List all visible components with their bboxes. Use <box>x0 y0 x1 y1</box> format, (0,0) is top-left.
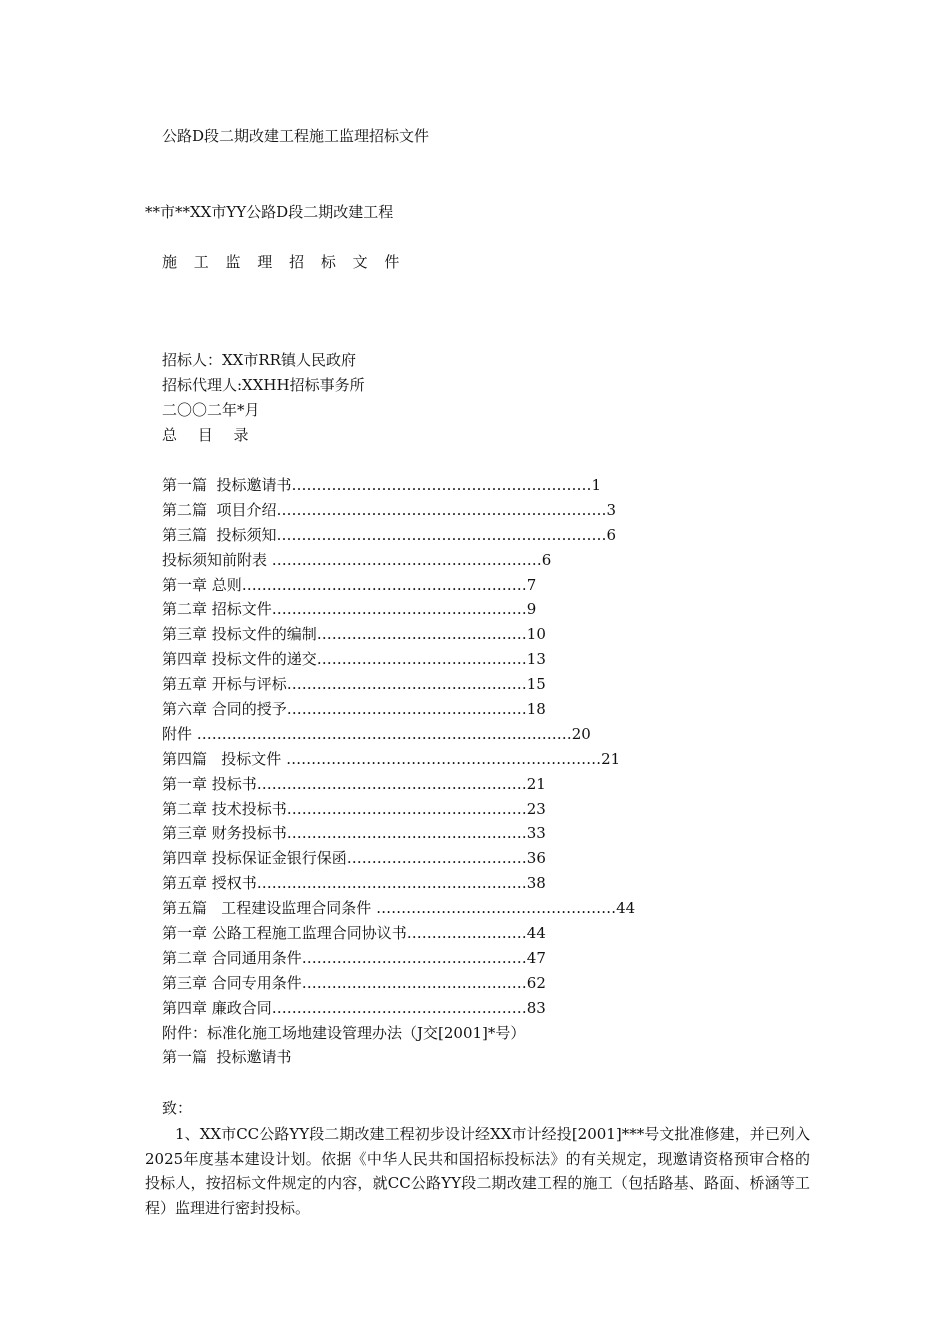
toc-entry: 第一篇 投标邀请书……………………………………………………1 <box>162 476 602 494</box>
toc-entry: 第二章 招标文件……………………………………………9 <box>162 600 537 619</box>
toc-entry: 第五章 授权书………………………………………………38 <box>162 874 546 893</box>
toc-entry: 第一章 总则…………………………………………………7 <box>162 575 537 594</box>
toc-entry: 附件 …………………………………………………………………20 <box>162 724 591 743</box>
toc-entry: 第二篇 项目介绍…………………………………………………………3 <box>162 500 617 519</box>
section-heading: 第一篇 投标邀请书 <box>162 1048 292 1067</box>
date-line: 二〇〇二年*月 <box>162 401 260 419</box>
toc-entry: 第三章 投标文件的编制……………………………………10 <box>162 625 546 644</box>
toc-entry: 第四章 投标保证金银行保函………………………………36 <box>162 849 546 868</box>
letter-paragraph: 1、XX市CC公路YY段二期改建工程初步设计经XX市计经投[2001]***号文批准修建，并已列入2025年度基本建设计划。依据《中华人民共和国招标投标法》的有关规定，现邀请资格预审合格的投标人，按招标文件规定的内容，就CC公路YY段二期改建工程的施工（包括路基、路面、桥涵等工程）监理进行密封投标。 <box>145 1125 810 1217</box>
document-subtitle: 施 工 监 理 招 标 文 件 <box>162 253 406 271</box>
toc-entry: 第六章 合同的授予…………………………………………18 <box>162 700 546 719</box>
toc-entry: 第三篇 投标须知…………………………………………………………6 <box>162 525 617 544</box>
toc-entry: 第五章 开标与评标…………………………………………15 <box>162 675 546 694</box>
toc-entry: 第五篇 工程建设监理合同条件 …………………………………………44 <box>162 899 636 918</box>
toc-entry: 附件：标准化施工场地建设管理办法（J交[2001]*号） <box>162 1023 526 1042</box>
document-title: 公路D段二期改建工程施工监理招标文件 <box>162 127 430 145</box>
project-name: **市**XX市YY公路D段二期改建工程 <box>145 203 394 221</box>
toc-entry: 第三章 财务投标书…………………………………………33 <box>162 824 546 843</box>
letter-salutation: 致： <box>162 1099 193 1117</box>
toc-entry: 第一章 投标书………………………………………………21 <box>162 774 546 793</box>
toc-heading: 总 目 录 <box>162 426 257 444</box>
toc-entry: 投标须知前附表 ………………………………………………6 <box>162 550 552 569</box>
table-of-contents <box>162 475 635 1072</box>
toc-entry: 第四章 投标文件的递交……………………………………13 <box>162 650 546 669</box>
toc-entry: 第四篇 投标文件 ………………………………………………………21 <box>162 749 621 768</box>
toc-entry: 第二章 技术投标书…………………………………………23 <box>162 799 546 818</box>
toc-entry: 第二章 合同通用条件………………………………………47 <box>162 948 546 967</box>
agent-line: 招标代理人:XXHH招标事务所 <box>162 376 365 394</box>
toc-entry: 第一章 公路工程施工监理合同协议书……………………44 <box>162 924 546 943</box>
tenderer-line: 招标人：XX市RR镇人民政府 <box>162 351 356 369</box>
toc-entry: 第三章 合同专用条件………………………………………62 <box>162 973 546 992</box>
toc-entry: 第四章 廉政合同……………………………………………83 <box>162 998 546 1017</box>
